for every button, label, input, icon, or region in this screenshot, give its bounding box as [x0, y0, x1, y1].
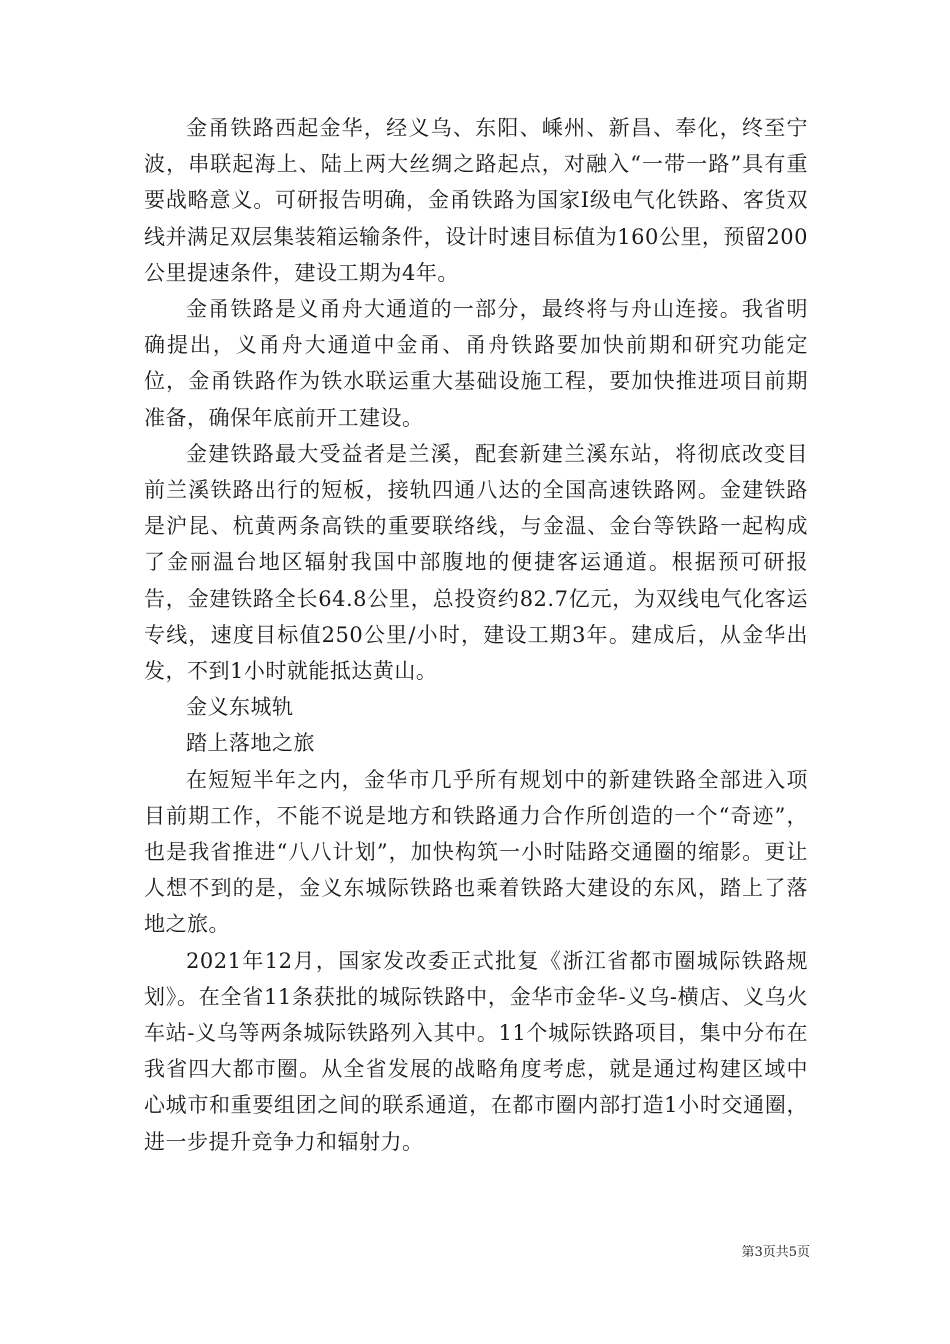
document-body	[144, 110, 808, 1160]
section-heading-line-2: 踏上落地之旅	[186, 731, 315, 756]
paragraph-yiyongzhou-corridor: 金甬铁路是义甬舟大通道的一部分，最终将与舟山连接。我省明确提出，义甬舟大通道中金甬、甬舟铁路要加快前期和研究功能定位，金甬铁路作为铁水联运重大基础设施工程，要加快推进项目前期准备，确保年底前开工建设。	[144, 297, 808, 430]
section-heading-line-1: 金义东城轨	[186, 695, 294, 720]
page-number-footer: 第3页共5页	[741, 1245, 810, 1260]
paragraph-jinjian-railway: 金建铁路最大受益者是兰溪，配套新建兰溪东站，将彻底改变目前兰溪铁路出行的短板，接轨四通八达的全国高速铁路网。金建铁路是沪昆、杭黄两条高铁的重要联络线，与金温、金台等铁路一起构成了金丽温台地区辐射我国中部腹地的便捷客运通道。根据预可研报告，金建铁路全长64.8公里，总投资约82.7亿元，为双线电气化客运专线，速度目标值250公里/小时，建设工期3年。建成后，从金华出发，不到1小时就能抵达黄山。	[144, 441, 808, 684]
paragraph-jinyong-route: 金甬铁路西起金华，经义乌、东阳、嵊州、新昌、奉化，终至宁波，串联起海上、陆上两大丝绸之路起点，对融入“一带一路”具有重要战略意义。可研报告明确，金甬铁路为国家Ⅰ级电气化铁路、客货双线并满足双层集装箱运输条件，设计时速目标值为160公里，预留200公里提速条件，建设工期为4年。	[144, 116, 808, 285]
paragraph-jinyidong-intercity: 在短短半年之内，金华市几乎所有规划中的新建铁路全部进入项目前期工作，不能不说是地方和铁路通力合作所创造的一个“奇迹”，也是我省推进“八八计划”，加快构筑一小时陆路交通圈的缩影。更让人想不到的是，金义东城际铁路也乘着铁路大建设的东风，踏上了落地之旅。	[144, 767, 808, 937]
paragraph-intercity-plan-approval: 2021年12月，国家发改委正式批复《浙江省都市圈城际铁路规划》。在全省11条获批的城际铁路中，金华市金华-义乌-横店、义乌火车站-义乌等两条城际铁路列入其中。11个城际铁路项目，集中分布在我省四大都市圈。从全省发展的战略角度考虑，就是通过构建区域中心城市和重要组团之间的联系通道，在都市圈内部打造1小时交通圈，进一步提升竞争力和辐射力。	[144, 948, 808, 1154]
